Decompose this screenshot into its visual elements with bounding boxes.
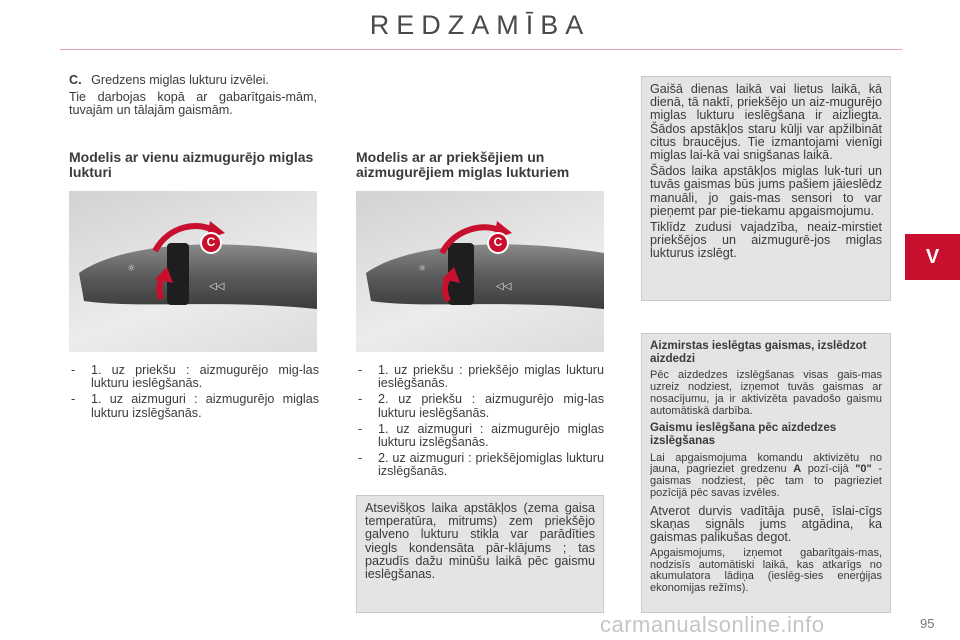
middle-heading: Modelis ar ar priekšējiem un aizmugurējiem miglas lukturiem (356, 149, 570, 180)
middle-list (356, 364, 604, 482)
info-text-2 (650, 453, 882, 500)
watermark: carmanualsonline.info (600, 612, 825, 637)
warning-para-3: Tiklīdz zudusi vajadzība, neaiz-mirstiet priekšējos un aizmugurē-jos miglas lukturus izslēgt. (650, 220, 882, 261)
info-text-1: Pēc aizdedzes izslēgšanas visas gais-mas uzreiz nodziest, izņemot tuvās gaismas ar nosacījumu, ja ir aktivizēta pavadošo gaismu automātiskā darbība. (650, 369, 882, 417)
ring-label: A (793, 463, 802, 476)
svg-text:☼: ☼ (418, 264, 427, 274)
info-text-2a: Lai apgaismojuma komandu aktivizētu no jauna, pagrieziet gredzenu (650, 451, 882, 476)
intro-text-2: Tie darbojas kopā ar gabarītgais-mām, tuvajām un tālajām gaismām. (69, 90, 317, 118)
svg-text:◁◁: ◁◁ (496, 281, 512, 292)
info-text-2e: - gaismas nodziest, pēc tam to pagrieziet pozīcijā pēc savas izvēles. (650, 463, 882, 499)
intro-block (69, 74, 317, 118)
image-badge-middle: C (493, 235, 503, 249)
fog-warning-box (641, 76, 891, 301)
chapter-tab[interactable]: V (905, 234, 960, 280)
list-item: - 1. uz priekšu : priekšējo miglas lukturu ieslēgšanās. (356, 364, 604, 390)
page-number: 95 (920, 616, 935, 631)
list-item: - 2. uz priekšu : aizmugurējo mig-las lukturu ieslēgšanās. (356, 393, 604, 419)
svg-text:◁◁: ◁◁ (209, 281, 225, 292)
warning-para-1: Gaišā dienas laikā vai lietus laikā, kā dienā, tā naktī, priekšējo un aiz-mugurējo miglas lukturu ieslēgšana ir aizliegta. Šādos apstākļos staru kūlji var apžilbināt citus braucējus. Tie izmantojami vienīgi miglas lai-kā vai snigšanas laikā. (650, 82, 882, 163)
stalk-image-left (69, 191, 317, 352)
title-divider (60, 49, 902, 50)
note-text: Atsevišķos laika apstākļos (zema gaisa temperatūra, mitrums) zem priekšējo galveno lukturu stikla var parādīties viegls kondensāta pār-klājums ; tas pazudīs dažu minūšu laikā pēc gaismu ieslēgšanas. (365, 501, 595, 582)
image-badge-left: C (206, 235, 216, 249)
position-label: "0" (855, 463, 872, 476)
left-list (69, 364, 319, 423)
intro-text: Gredzens miglas lukturu izvēlei. (91, 73, 269, 87)
intro-label: C. (69, 73, 82, 87)
list-item: - 1. uz aizmuguri : aizmugurējo miglas lukturu izslēgšanās. (69, 393, 319, 419)
page-title: REDZAMĪBA (369, 10, 591, 40)
list-item: - 1. uz priekšu : aizmugurējo mig-las lukturu ieslēgšanās. (69, 364, 319, 390)
lights-info-box (641, 333, 891, 613)
info-heading-1: Aizmirstas ieslēgtas gaismas, izslēdzot aizdedzi (650, 339, 867, 365)
info-text-4: Apgaismojums, izņemot gabarītgais-mas, nodzisīs automātiski laikā, kas atkarīgs no akumulatora lādiņa (ieslēg-sies enerģijas ekonomijas režīms). (650, 546, 882, 595)
list-item: - 1. uz aizmuguri : aizmugurējo miglas lukturu izslēgšanās. (356, 423, 604, 449)
svg-text:☼: ☼ (127, 264, 136, 274)
warning-para-2: Šādos laika apstākļos miglas luk-turi un tuvās gaismas būs jums pašiem jāieslēdz manuāli, jo gais-mas sensori to var pieņemt par pie-tiekamu apgaismojumu. (650, 164, 882, 218)
condensation-note (356, 495, 604, 613)
stalk-image-middle (356, 191, 604, 352)
info-text-3: Atverot durvis vadītāja pusē, īslai-cīgs skaņas signāls jums atgādina, ka gaismas palikušas degot. (650, 503, 882, 544)
list-item: - 2. uz aizmuguri : priekšējomiglas lukturu izslēgšanās. (356, 452, 604, 478)
info-text-2c: pozī-cijā (801, 463, 856, 476)
info-heading-2: Gaismu ieslēgšana pēc aizdedzes izslēgšanas (650, 421, 837, 447)
left-heading: Modelis ar vienu aizmugurējo miglas lukturi (69, 149, 314, 180)
